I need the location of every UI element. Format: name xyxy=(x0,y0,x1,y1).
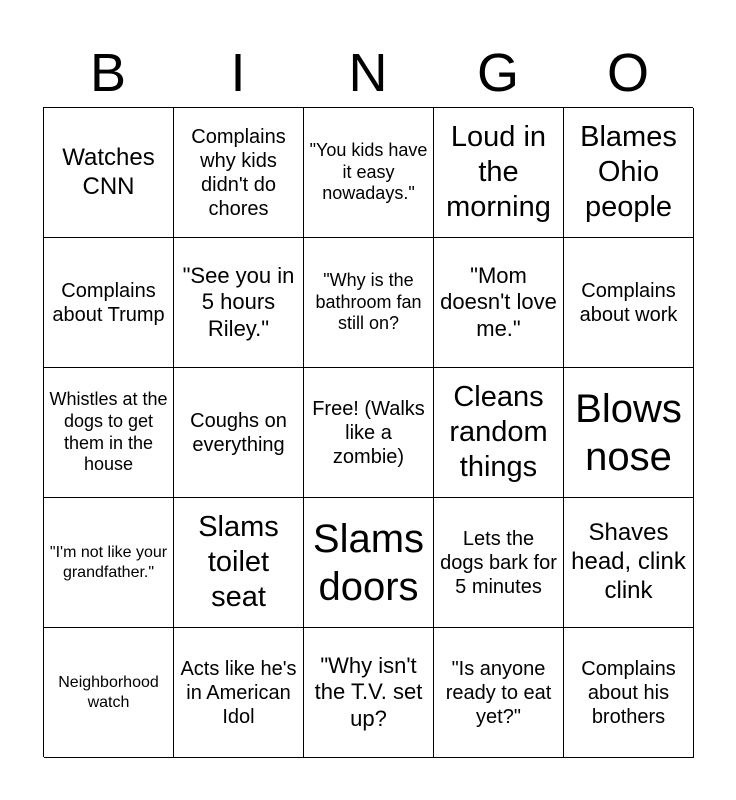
cell-text: Complains about his brothers xyxy=(581,657,676,728)
bingo-header xyxy=(43,40,693,106)
bingo-cell[interactable] xyxy=(44,108,174,238)
header-letter-b: B xyxy=(89,43,127,103)
cell-text: Watches CNN xyxy=(62,143,155,200)
cell-text: Lets the dogs bark for 5 minutes xyxy=(440,527,557,598)
cell-text: Blows nose xyxy=(575,386,682,479)
bingo-card-grid xyxy=(43,107,693,757)
bingo-cell[interactable] xyxy=(564,498,694,628)
cell-text: "Why isn't the T.V. set up? xyxy=(314,652,423,731)
cell-text: "Is anyone ready to eat yet?" xyxy=(445,657,552,728)
cell-text: Complains about Trump xyxy=(52,279,165,326)
cell-text: "Mom doesn't love me." xyxy=(440,262,557,341)
cell-text: Complains why kids didn't do chores xyxy=(191,125,286,220)
cell-text: Coughs on everything xyxy=(190,409,287,456)
cell-text: "See you in 5 hours Riley." xyxy=(182,262,295,341)
bingo-cell[interactable] xyxy=(434,498,564,628)
bingo-cell[interactable] xyxy=(44,238,174,368)
bingo-cell[interactable] xyxy=(44,498,174,628)
cell-text: Acts like he's in American Idol xyxy=(180,657,297,728)
bingo-cell[interactable] xyxy=(174,628,304,758)
bingo-cell[interactable] xyxy=(174,108,304,238)
bingo-cell[interactable] xyxy=(304,498,434,628)
bingo-cell[interactable] xyxy=(564,108,694,238)
bingo-cell[interactable] xyxy=(434,108,564,238)
cell-text: Neighborhood watch xyxy=(58,674,159,711)
bingo-cell[interactable] xyxy=(304,108,434,238)
cell-text: Whistles at the dogs to get them in the house xyxy=(49,389,168,475)
bingo-cell[interactable] xyxy=(434,628,564,758)
bingo-cell[interactable] xyxy=(434,368,564,498)
cell-text: Complains about work xyxy=(579,279,678,326)
header-letter-g: G xyxy=(476,43,519,103)
free-space-text: Free! (Walks like a zombie) xyxy=(312,397,425,468)
bingo-cell[interactable] xyxy=(174,368,304,498)
bingo-cell[interactable] xyxy=(434,238,564,368)
bingo-cell[interactable] xyxy=(174,498,304,628)
header-letter-i: I xyxy=(230,43,246,103)
cell-text: Slams doors xyxy=(312,516,425,609)
bingo-cell[interactable] xyxy=(44,628,174,758)
bingo-cell[interactable] xyxy=(44,368,174,498)
bingo-cell[interactable] xyxy=(304,628,434,758)
cell-text: "You kids have it easy nowadays." xyxy=(309,140,428,204)
bingo-cell[interactable] xyxy=(304,238,434,368)
header-letter-o: O xyxy=(606,43,649,103)
cell-text: Slams toilet seat xyxy=(198,511,279,613)
header-letter-n: N xyxy=(348,43,388,103)
bingo-cell free-space[interactable] xyxy=(304,368,434,498)
bingo-cell[interactable] xyxy=(174,238,304,368)
cell-text: "Why is the bathroom fan still on? xyxy=(315,270,422,334)
cell-text: Cleans random things xyxy=(449,381,548,483)
cell-text: Blames Ohio people xyxy=(580,121,677,223)
bingo-cell[interactable] xyxy=(564,238,694,368)
bingo-cell[interactable] xyxy=(564,628,694,758)
bingo-cell[interactable] xyxy=(564,368,694,498)
cell-text: "I'm not like your grandfather." xyxy=(49,544,168,581)
cell-text: Loud in the morning xyxy=(446,121,551,223)
cell-text: Shaves head, clink clink xyxy=(571,519,686,604)
